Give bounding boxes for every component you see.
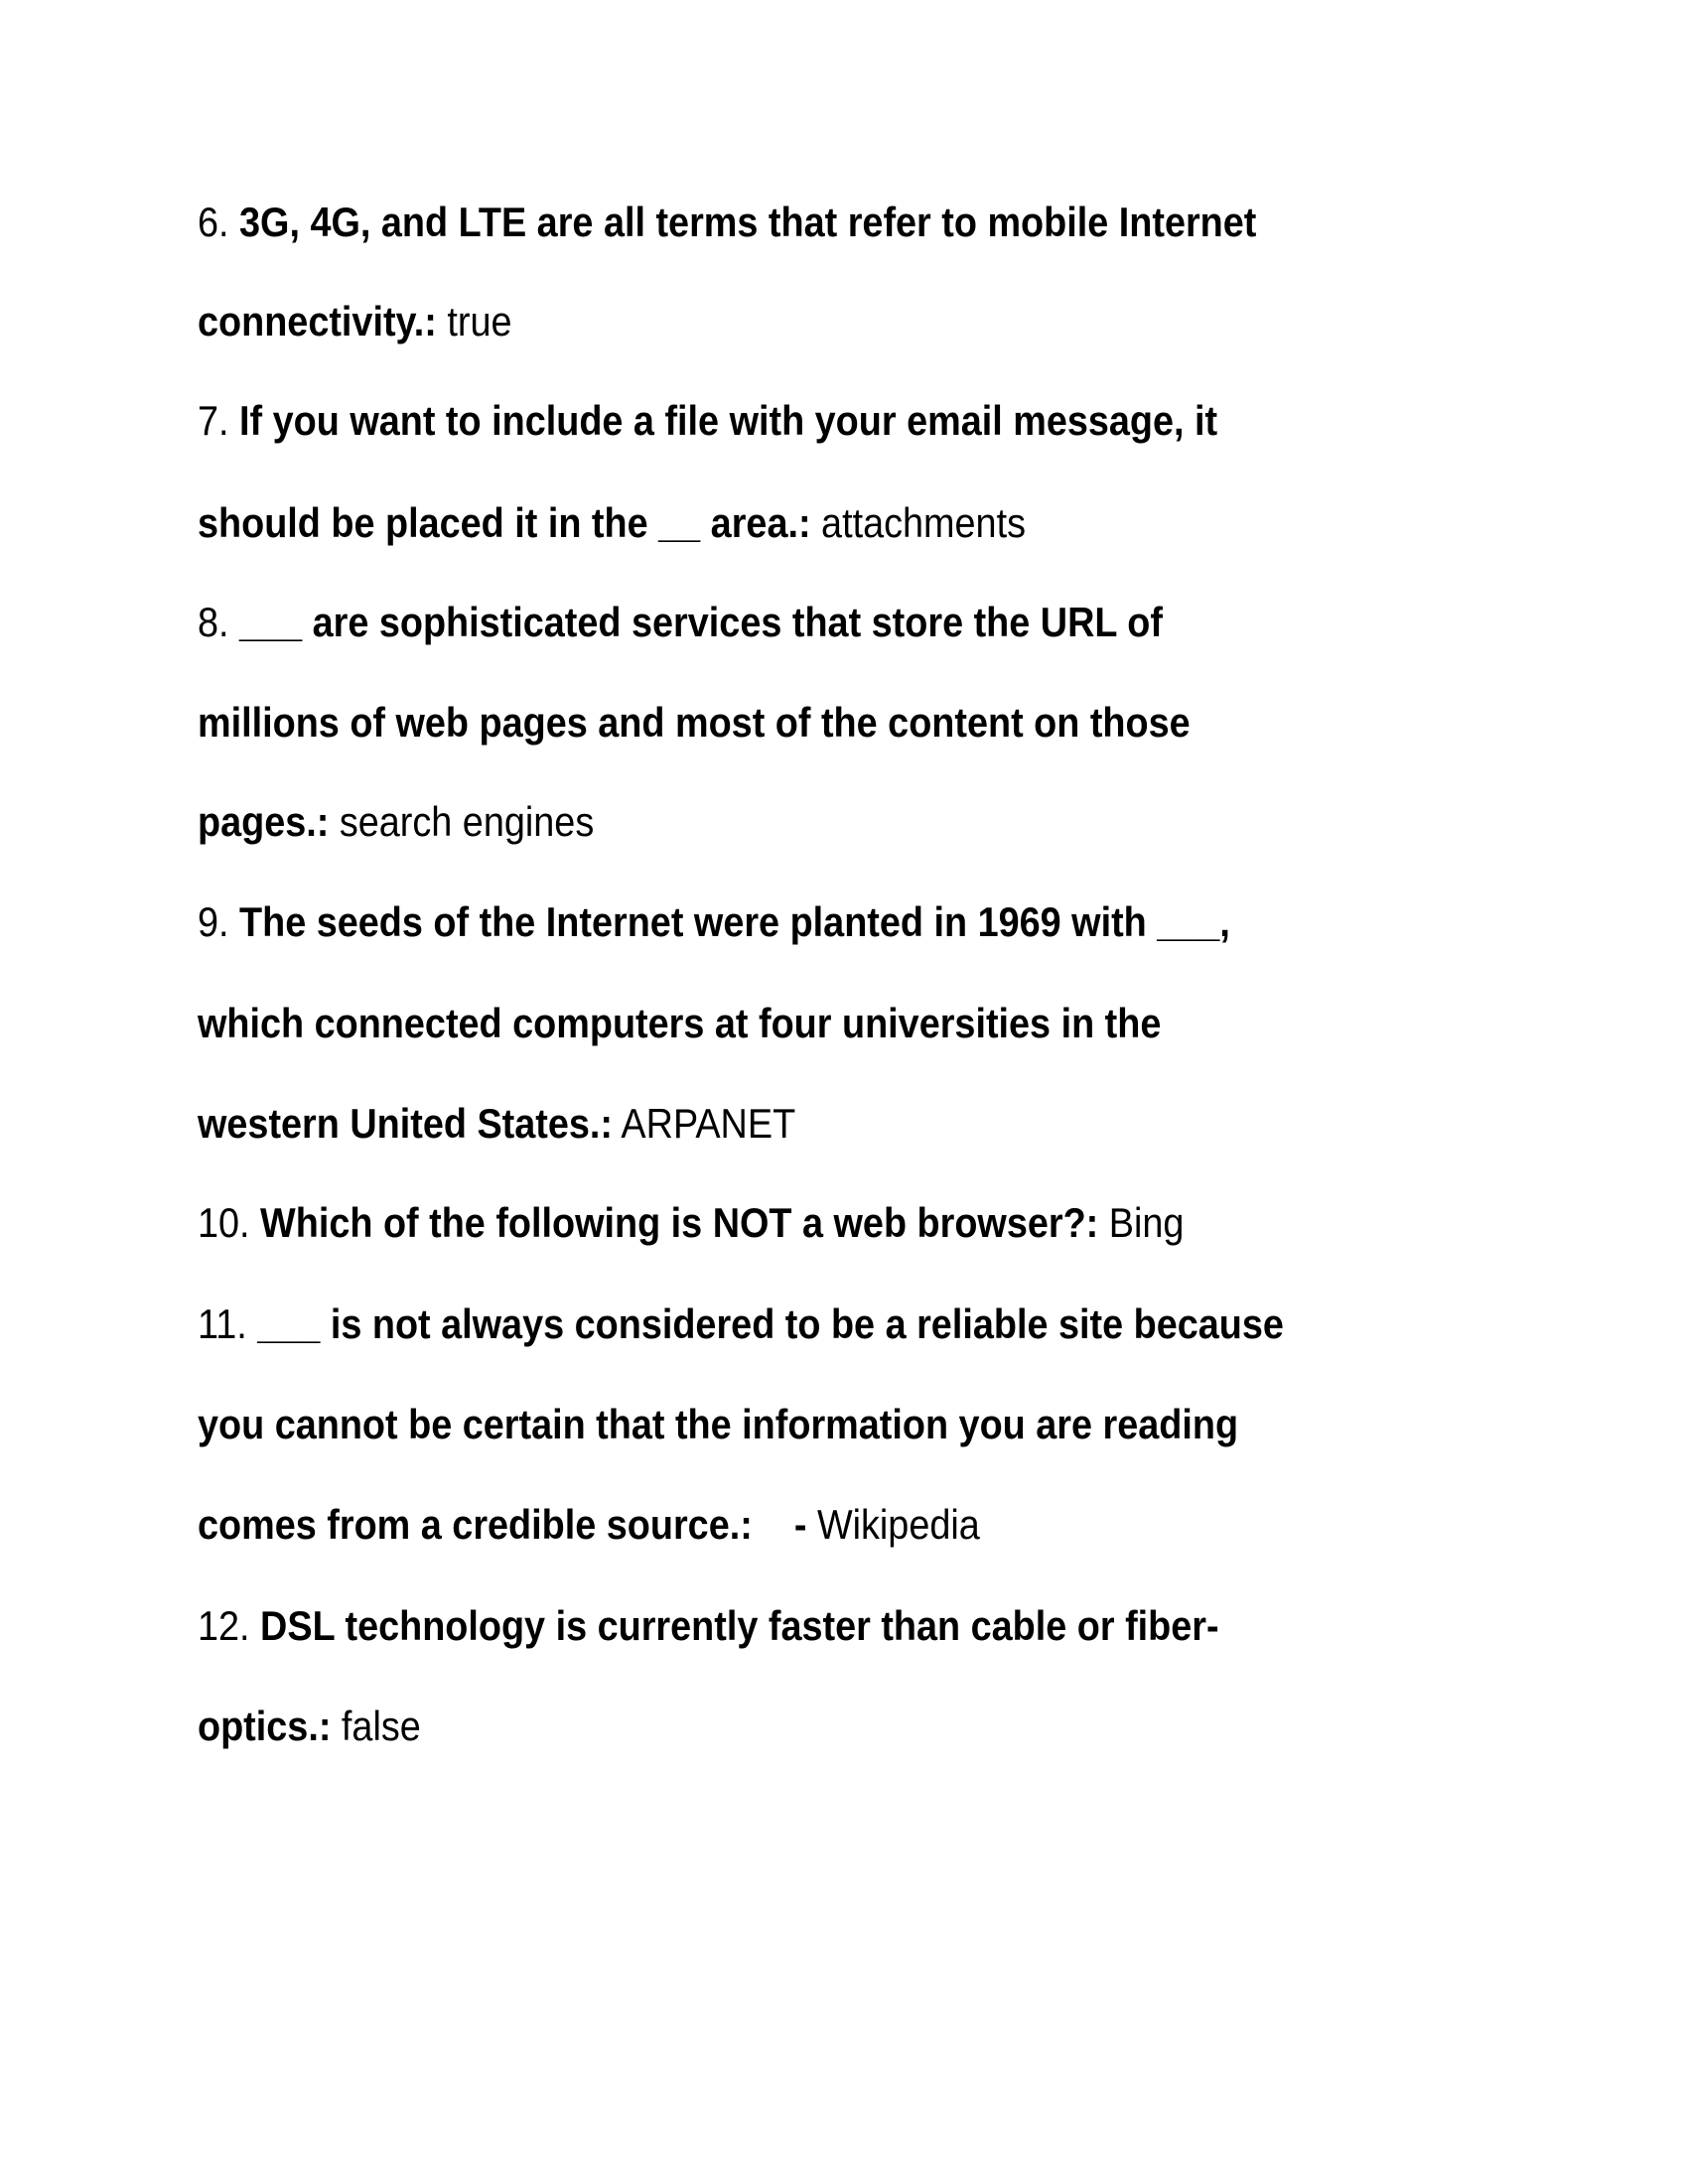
question-8-line-2 bbox=[198, 699, 1191, 746]
question-10-line-1 bbox=[198, 1199, 1185, 1246]
question-8-line-3 bbox=[198, 798, 595, 845]
answer-text: ARPANET bbox=[621, 1100, 796, 1147]
question-7-line-1 bbox=[198, 397, 1218, 444]
question-text: optics.: bbox=[198, 1703, 332, 1749]
question-text: ___ are sophisticated services that store the URL of bbox=[239, 599, 1163, 645]
question-11-line-2 bbox=[198, 1401, 1239, 1447]
question-8-line-1 bbox=[198, 599, 1163, 645]
answer-text: Wikipedia bbox=[816, 1501, 980, 1548]
question-7-line-2 bbox=[198, 499, 1026, 546]
question-text: ___ is not always considered to be a reliable site because bbox=[257, 1300, 1284, 1347]
answer-text: Bing bbox=[1108, 1199, 1185, 1246]
question-6-line-1 bbox=[198, 199, 1257, 245]
question-text: which connected computers at four universities in the bbox=[198, 1000, 1162, 1046]
question-12-line-2 bbox=[198, 1703, 421, 1749]
question-number: 6. bbox=[198, 199, 229, 245]
question-text: The seeds of the Internet were planted in 1969 with ___, bbox=[239, 898, 1230, 945]
question-text: If you want to include a file with your email message, it bbox=[239, 397, 1218, 444]
question-text: DSL technology is currently faster than cable or fiber- bbox=[260, 1602, 1219, 1649]
question-number: 9. bbox=[198, 898, 229, 945]
question-number: 11. bbox=[198, 1300, 247, 1347]
question-11-line-3 bbox=[198, 1501, 980, 1548]
question-number: 8. bbox=[198, 599, 229, 645]
answer-text: false bbox=[341, 1703, 421, 1749]
question-text: millions of web pages and most of the content on those bbox=[198, 699, 1191, 746]
question-number: 12. bbox=[198, 1602, 250, 1649]
answer-text: true bbox=[447, 298, 512, 344]
question-text: 3G, 4G, and LTE are all terms that refer to mobile Internet bbox=[239, 199, 1257, 245]
question-text: pages.: bbox=[198, 798, 330, 845]
answer-text: attachments bbox=[821, 499, 1026, 546]
question-number: 7. bbox=[198, 397, 229, 444]
question-9-line-2 bbox=[198, 1000, 1162, 1046]
question-text: western United States.: bbox=[198, 1100, 614, 1147]
question-12-line-1 bbox=[198, 1602, 1219, 1649]
answer-text: search engines bbox=[339, 798, 595, 845]
question-6-line-2 bbox=[198, 298, 512, 344]
question-text: you cannot be certain that the information you are reading bbox=[198, 1401, 1239, 1447]
question-text: connectivity.: bbox=[198, 298, 437, 344]
question-9-line-1 bbox=[198, 898, 1230, 945]
answer-prefix: - bbox=[793, 1501, 807, 1548]
question-number: 10. bbox=[198, 1199, 250, 1246]
question-text: comes from a credible source.: bbox=[198, 1501, 753, 1548]
question-text: Which of the following is NOT a web browser?: bbox=[260, 1199, 1099, 1246]
question-9-line-3 bbox=[198, 1100, 796, 1147]
question-11-line-1 bbox=[198, 1300, 1284, 1347]
question-text: should be placed it in the __ area.: bbox=[198, 499, 811, 546]
